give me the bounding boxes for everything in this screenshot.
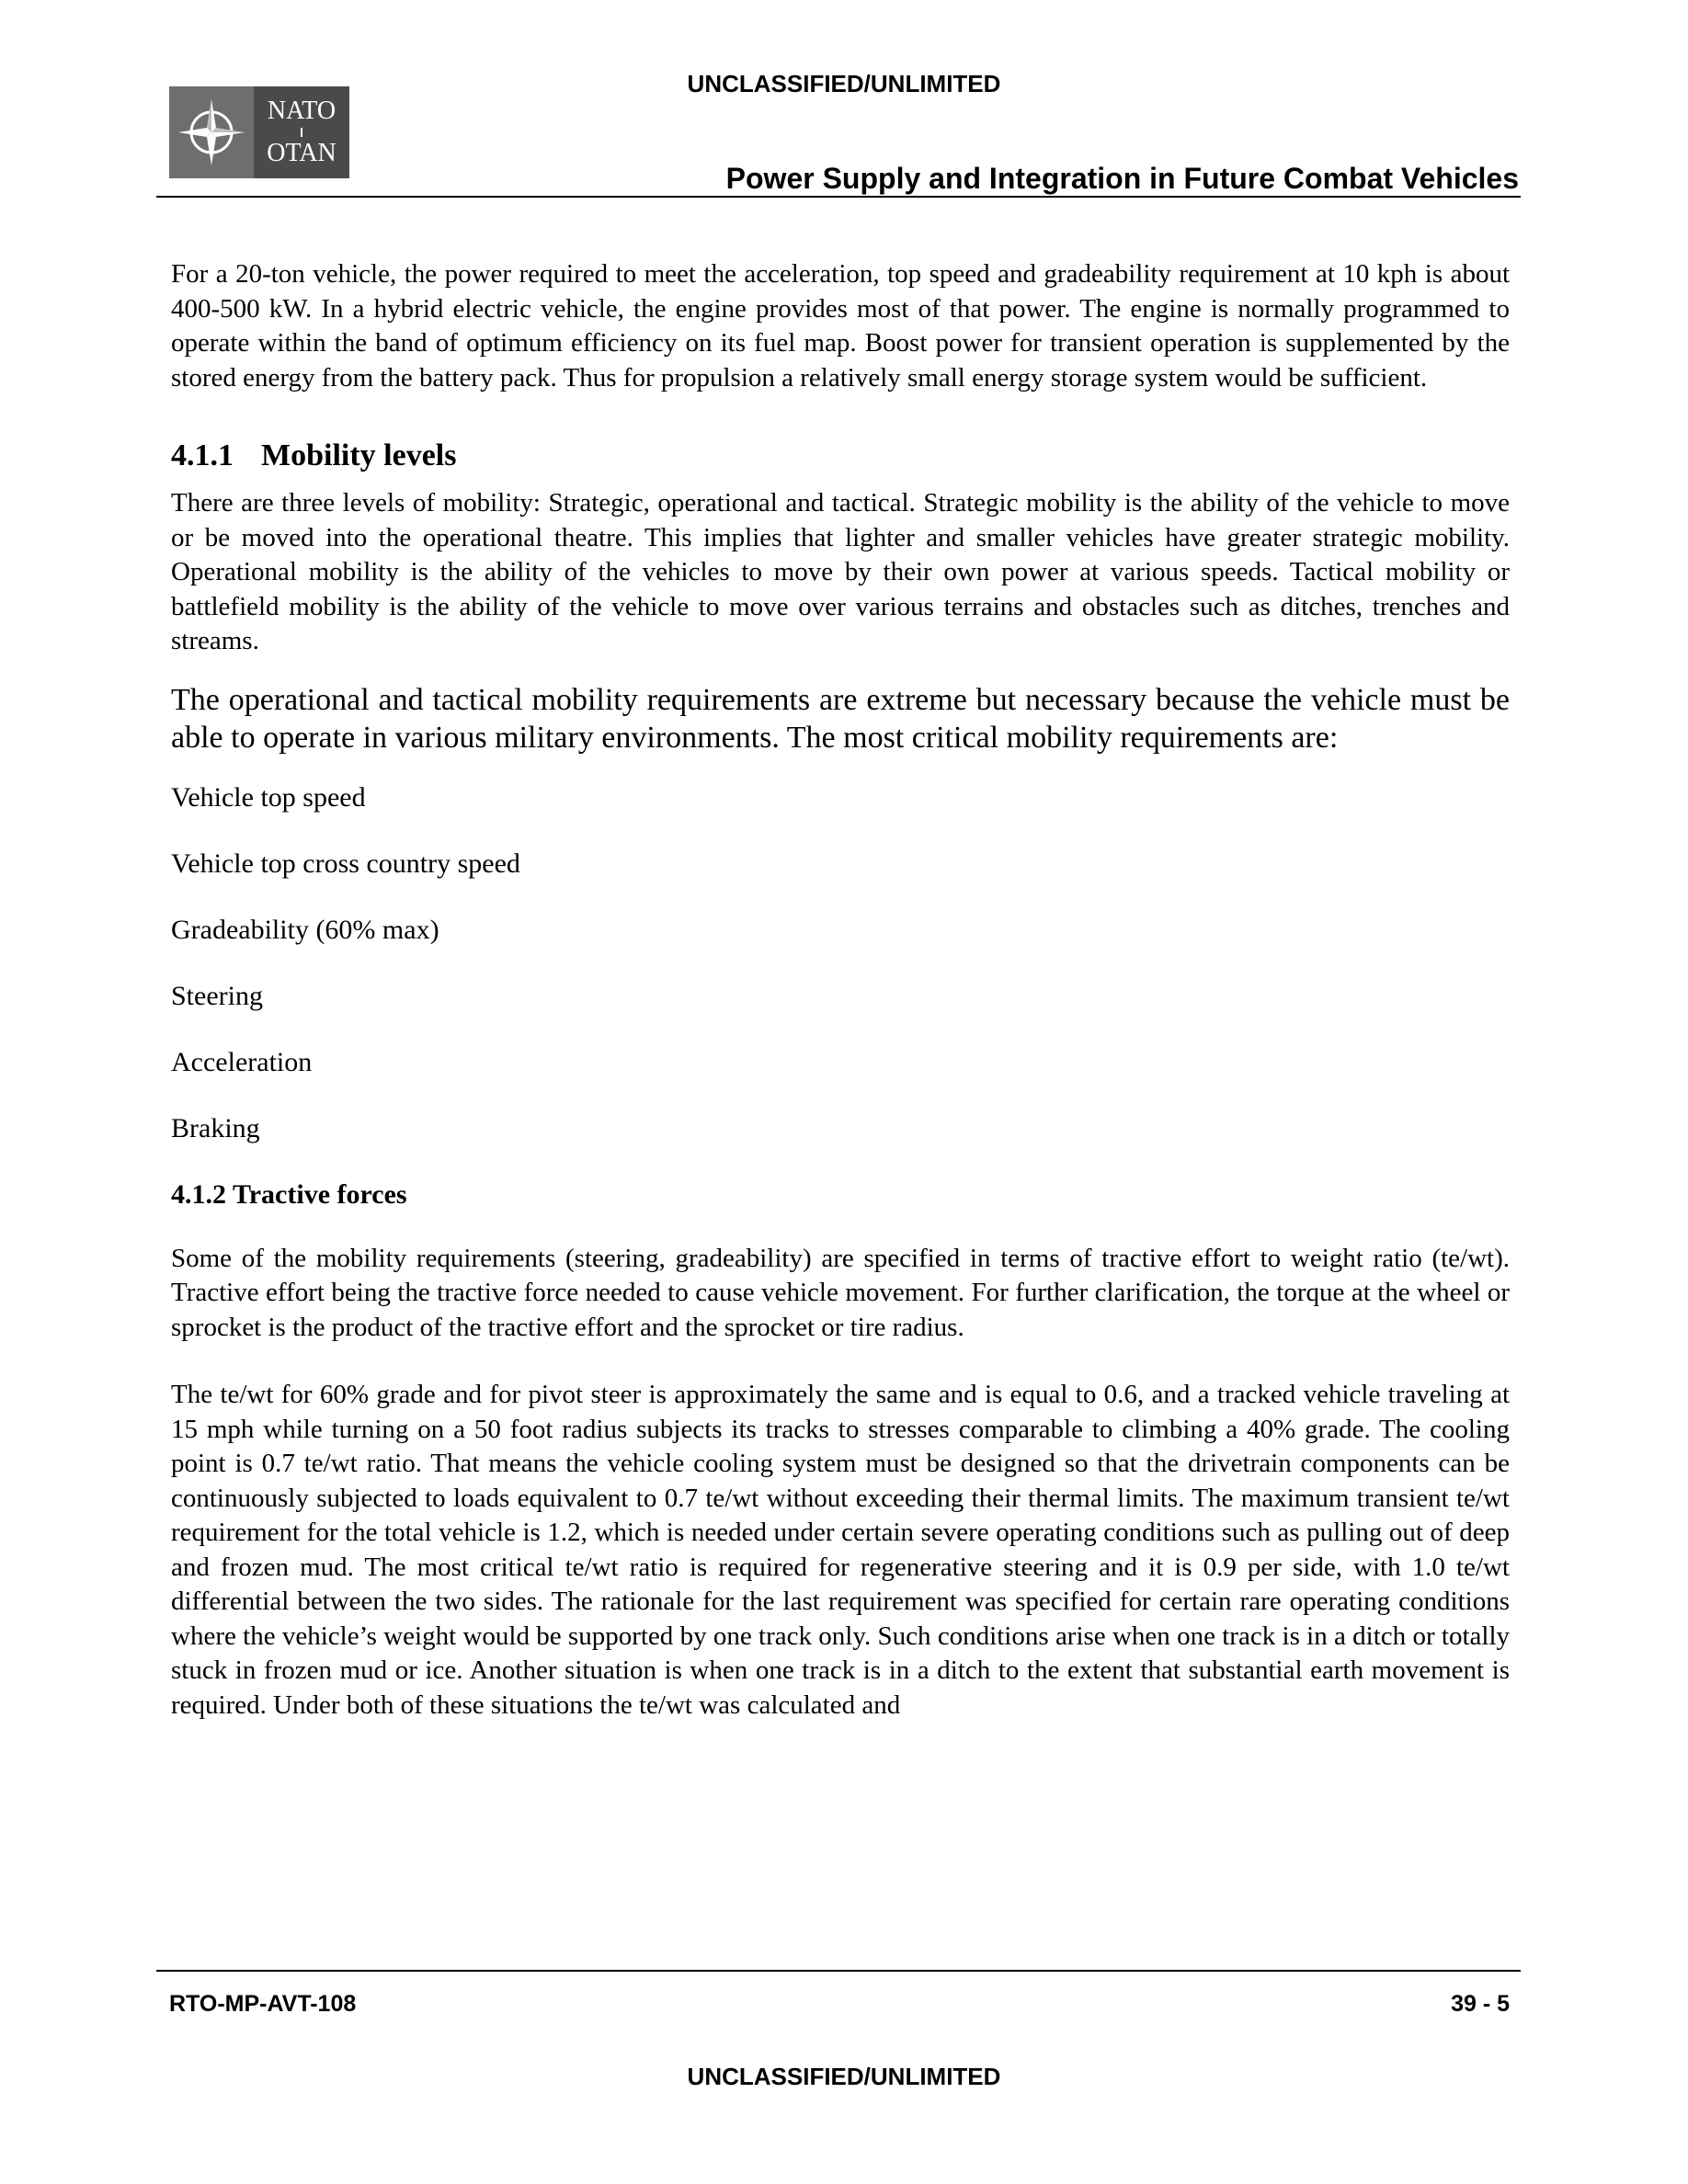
classification-top: UNCLASSIFIED/UNLIMITED [687, 70, 1001, 97]
section-number: 4.1.1 [171, 438, 234, 472]
requirements-list [171, 782, 1510, 1144]
paragraph-critical-requirements: The operational and tactical mobility requirements are extreme but necessary because the vehicle must be able to operate in various military environments. The most critical mobility requirements are: [171, 682, 1510, 755]
nato-otan-logo [169, 86, 349, 178]
logo-text-nato: NATO [267, 97, 336, 125]
paragraph-tractive-effort: Some of the mobility requirements (steering, gradeability) are specified in terms of tractive effort to weight ratio (te/wt). Tractive effort being the tractive force needed to cause vehicle movement. For further clarification, the torque at the wheel or sprocket is the product of the tractive effort and the sprocket or tire radius. [171, 1243, 1510, 1342]
list-item: Steering [171, 980, 263, 1011]
section-heading-mobility-levels [171, 438, 1510, 473]
list-item: Acceleration [171, 1046, 313, 1077]
running-header-title: Power Supply and Integration in Future Combat Vehicles [725, 162, 1519, 195]
classification-bottom: UNCLASSIFIED/UNLIMITED [687, 2063, 1001, 2090]
list-item: Braking [171, 1112, 260, 1143]
list-item: Gradeability (60% max) [171, 914, 439, 945]
list-item: Vehicle top speed [171, 781, 366, 813]
section-heading-tractive-forces: 4.1.2 Tractive forces [171, 1178, 407, 1210]
list-item: Vehicle top cross country speed [171, 847, 520, 879]
header-rule [156, 196, 1521, 198]
logo-text-otan: OTAN [267, 139, 336, 167]
nato-compass-star-icon [169, 86, 254, 178]
footer-rule [156, 1970, 1521, 1972]
paragraph-mobility-levels: There are three levels of mobility: Strategic, operational and tactical. Strategic mobility is the ability of the vehicle to move or be moved into the operational theatre. This implies that lighter and smaller vehicles have greater strategic mobility. Operational mobility is the ability of the vehicles to move by their own power at various speeds. Tactical mobility or battlefield mobility is the ability of the vehicle to move over various terrains and obstacles such as ditches, trenches and streams. [171, 488, 1510, 655]
paragraph-te-wt-ratios: The te/wt for 60% grade and for pivot steer is approximately the same and is equal to 0.6, and a tracked vehicle traveling at 15 mph while turning on a 50 foot radius subjects its tracks to stresses comparable to climbing a 40% grade. The cooling point is 0.7 te/wt ratio. That means the vehicle cooling system must be designed so that the drivetrain components can be continuously subjected to loads equivalent to 0.7 te/wt without exceeding their thermal limits. The maximum transient te/wt requirement for the total vehicle is 1.2, which is needed under certain severe operating conditions such as pulling out of deep and frozen mud. The most critical te/wt ratio is required for regenerative steering and it is 0.9 per side, with 1.0 te/wt differential between the two sides. The rationale for the last requirement was specified for certain rare operating conditions where the vehicle’s weight would be supported by one track only. Such conditions arise when one track is in a ditch or totally stuck in frozen mud or ice. Another situation is when one track is in a ditch to the extent that substantial earth movement is required. Under both of these situations the te/wt was calculated and [171, 1380, 1510, 1720]
footer-page-number: 39 - 5 [1451, 1991, 1510, 2017]
logo-separator [301, 128, 302, 137]
footer-document-id: RTO-MP-AVT-108 [169, 1991, 357, 2017]
page-body [171, 257, 1510, 1723]
section-title: Mobility levels [261, 438, 457, 472]
paragraph-power-requirement: For a 20-ton vehicle, the power required to meet the acceleration, top speed and gradeability requirement at 10 kph is about 400-500 kW. In a hybrid electric vehicle, the engine provides most of that power. The engine is normally programmed to operate within the band of optimum efficiency on its fuel map. Boost power for transient operation is supplemented by the stored energy from the battery pack. Thus for propulsion a relatively small energy storage system would be sufficient. [171, 259, 1510, 392]
